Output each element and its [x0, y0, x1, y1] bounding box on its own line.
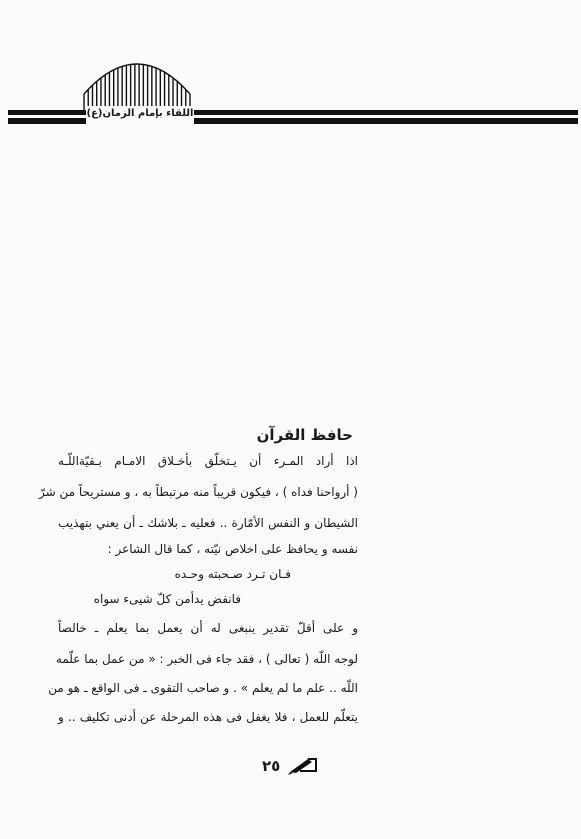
verse-line-2: فانفض يدأمن كلّ شيىء سواه — [93, 592, 241, 606]
paragraph1-line-4: نفسه و يحافظ على اخلاص نيّته ، كما قال الشاعر : — [107, 542, 358, 556]
pen-hand-icon — [288, 755, 318, 775]
paragraph2-line-3: اللّه .. علم ما لم يعلم » . و صاحب التقوى ـ فى الواقع ـ هو من — [48, 681, 358, 695]
paragraph1-line-3: الشيطان و النفس الأمّارة .. فعليه ـ بلاشك ـ أن يعني بتهذيب — [58, 516, 358, 530]
header-crown-ornament-icon — [80, 50, 200, 114]
paragraph1-line-1: اذا أراد المـرء أن يـتخلّق بأخـلاق الامـام بـقيّةاللّـه — [58, 454, 358, 468]
verse-line-1: فـان تـرد صـحبته وحـده — [174, 567, 291, 581]
running-title: اللقاء بإمام الزمان(ع) — [86, 108, 194, 119]
paragraph2-line-4: يتعلّم للعمل ، فلا يغفل فى هذه المرحلة عن أدنى تكليف .. و — [58, 710, 358, 724]
paragraph2-line-2: لوجه اللّه ( تعالى ) ، فقد جاء فى الخبر : « من عمل بما علّمه — [55, 652, 358, 666]
paragraph1-line-2: ( أرواحنا فداه ) ، فيكون قريباً منه مرتبطاً به ، و مستريحاً من شرّ — [38, 485, 358, 499]
page-number: ٢٥ — [262, 757, 281, 775]
paragraph2-line-1: و على أقلّ تقدير ينبغى له أن يعمل بما يعلم ـ خالصاً — [58, 621, 358, 635]
section-title: حافظ القرآن — [256, 426, 353, 444]
